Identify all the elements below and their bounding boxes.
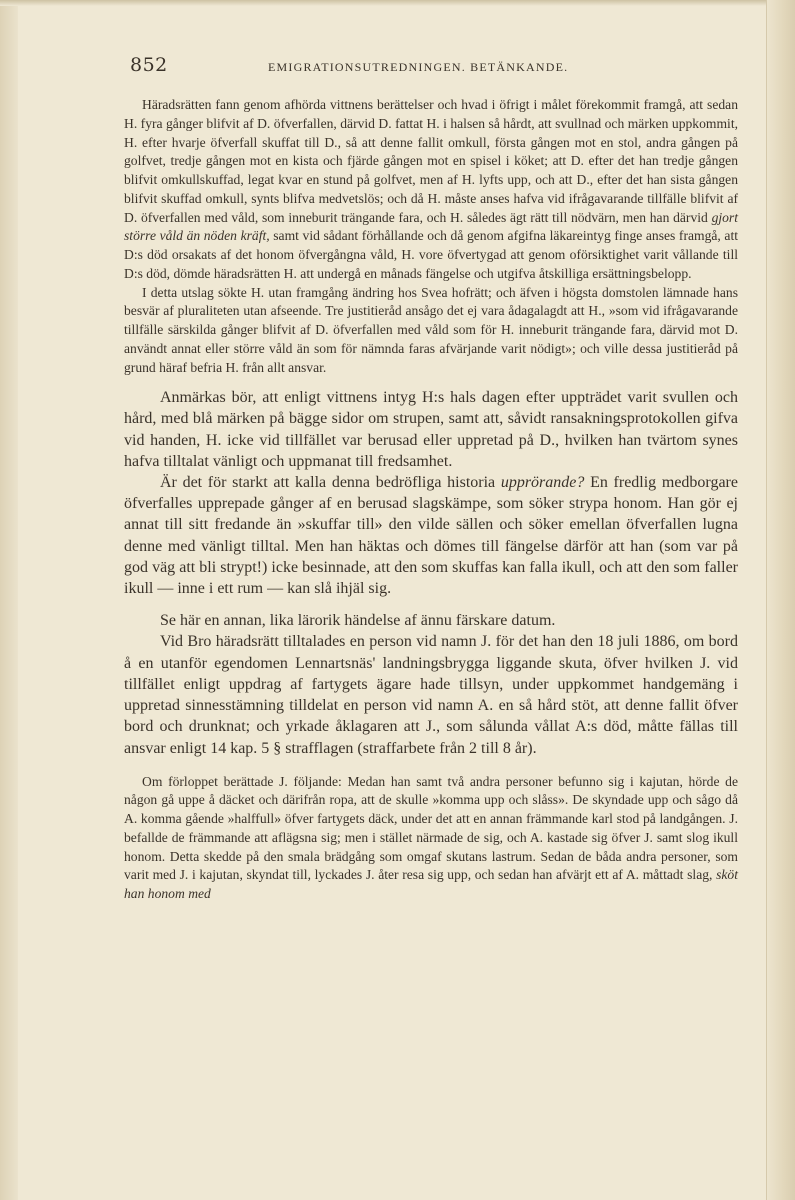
italic-text: sköt han honom med (124, 867, 738, 902)
paragraph-text: Är det för starkt att kalla denna bedröfliga historia (160, 474, 501, 492)
paragraph: I detta utslag sökte H. utan framgång ändring hos Svea hofrätt; och äfven i högsta domstolen lämnade hans besvär af pluraliteten utan afseende. Tre justitieråd ansågo det ej vara ådagalagdt att H., »som vid ifrågavarande tillfälle särskilda gånger blifvit af D. öfverfallen med våld som för H. inneburit trängande fara, därvid mot D. användt annat eller större våld än som för nämnda faras afvärjande varit nödigt»; och ville dessa justitieråd på grund häraf befria H. från allt ansvar. (124, 284, 738, 375)
page-header (118, 52, 758, 82)
paragraph: Anmärkas bör, att enligt vittnens intyg H:s hals dagen efter uppträdet varit svullen och hård, med blå märken på bägge sidor om strupen, samt att, såvidt ransakningsprotokollen gifva vid handen, H. icke vid tillfället var berusad eller uppretad på D., hvilken han tvärtom synes hafva tilltalat vänligt och uppmanat till fredsamhet. (124, 389, 738, 470)
paragraph-text: Om förloppet berättade J. följande: Medan han samt två andra personer befunno sig i kajutan, hörde de någon gå uppe å däcket och därifrån ropa, att de skulle »komma upp och slåss». De skyndade upp och sågo då A. komma gående »halffull» öfver fartygets däck, under det att en annan främmande karl stod på landgången. J. befallde de främmande att aflägsna sig; men i stället närmade de sig, och A. kastade sig öfver J. samt slog ikull honom. Detta skedde på den smala brädgång som omgaf skutans lastrum. Sedan de båda andra personer, som varit med J. i kajutan, skyndat till, lyckades J. åter resa sig upp, och sedan han afvärjt ett af A. måttadt slag, (124, 773, 738, 883)
paragraph (124, 773, 738, 904)
text-block-large-1 (124, 387, 738, 599)
page-body (124, 96, 738, 904)
paragraph (124, 96, 738, 284)
paragraph-text: En fredlig medborgare öfverfalles upprepade gånger af en berusad slagskämpe, som söker strypa honom. Han gör ej annat till sitt fredande än »skuffar till» den vilde sällen och söker emellan öfverfallen lugna denne med vänligt tilltal. Men han häktas och dömes till fängelse därför att han (som var på god väg att bli strypt!) icke besinnade, att den som skuffas kan falla ikull, och att den som faller ikull — inne i ett rum — kan slå ihjäl sig. (124, 474, 738, 598)
page-number: 852 (130, 54, 168, 76)
page-edge-left (0, 0, 18, 1200)
page-edge-right (766, 0, 795, 1200)
paragraph (124, 472, 738, 599)
text-block-small-1 (124, 96, 738, 377)
running-title: EMIGRATIONSUTREDNINGEN. BETÄNKANDE. (268, 60, 569, 74)
text-block-small-2 (124, 773, 738, 904)
paragraph: Vid Bro häradsrätt tilltalades en person vid namn J. för det han den 18 juli 1886, om bord å en utanför egendomen Lennartsnäs' landningsbrygga liggande skuta, öfver hvilken J. vid tillfället enligt uppdrag af fartygets ägare hade tillsyn, under uppkommet handgemäng i uppretad sinnesstämning tilldelat en person vid namn A. en så hård stöt, att denne fallit öfver bord och drunknat; och yrkade åklagaren att J., som sålunda vållat A:s död, måtte fällas till ansvar enligt 14 kap. 5 § strafflagen (straffarbete från 2 till 8 år). (124, 633, 738, 757)
italic-text: upprörande? (500, 474, 585, 492)
text-block-large-2 (124, 610, 738, 758)
italic-text: gjort större våld än nöden kräft, (124, 209, 738, 244)
paragraph-text: Häradsrätten fann genom afhörda vittnens berättelser och hvad i öfrigt i målet förekommit framgå, att sedan H. fyra gånger blifvit af D. öfverfallen, därvid D. fattat H. i halsen så hårdt, att svullnad och märken uppkommit, H. efter hvarje öfverfall skuffat till D., så att denne fallit omkull, första gången mot en stol, andra gången på golfvet, tredje gången mot en kista och fjärde gången mot en spisel i köket; att D. efter det han tredje gången blifvit omkullskuffad, legat kvar en stund på golfvet, men af H. lyfts upp, och att D., efter det han sista gången blifvit skuffad omkull, synts blifva medvetslös; och då H. måste anses hafva vid ifrågavarande tillfälle blifvit af D. öfverfallen med våld, som inneburit trängande fara, och H. således ägt rätt till nödvärn, men han därvid (124, 97, 738, 225)
page-top-shadow (0, 0, 795, 6)
paragraph-text: samt vid sådant förhållande och då genom afgifna läkareintyg finge anses framgå, att D:s död orsakats af det honom öfvergångna våld, H. vore öfvertygad att genom oförsiktighet varit vållande till D:s död, dömde häradsrätten H. att undergå en månads fängelse och utgifva åtskilliga ersättningsbelopp. (124, 228, 739, 281)
paragraph: Se här en annan, lika lärorik händelse af ännu färskare datum. (160, 612, 556, 630)
